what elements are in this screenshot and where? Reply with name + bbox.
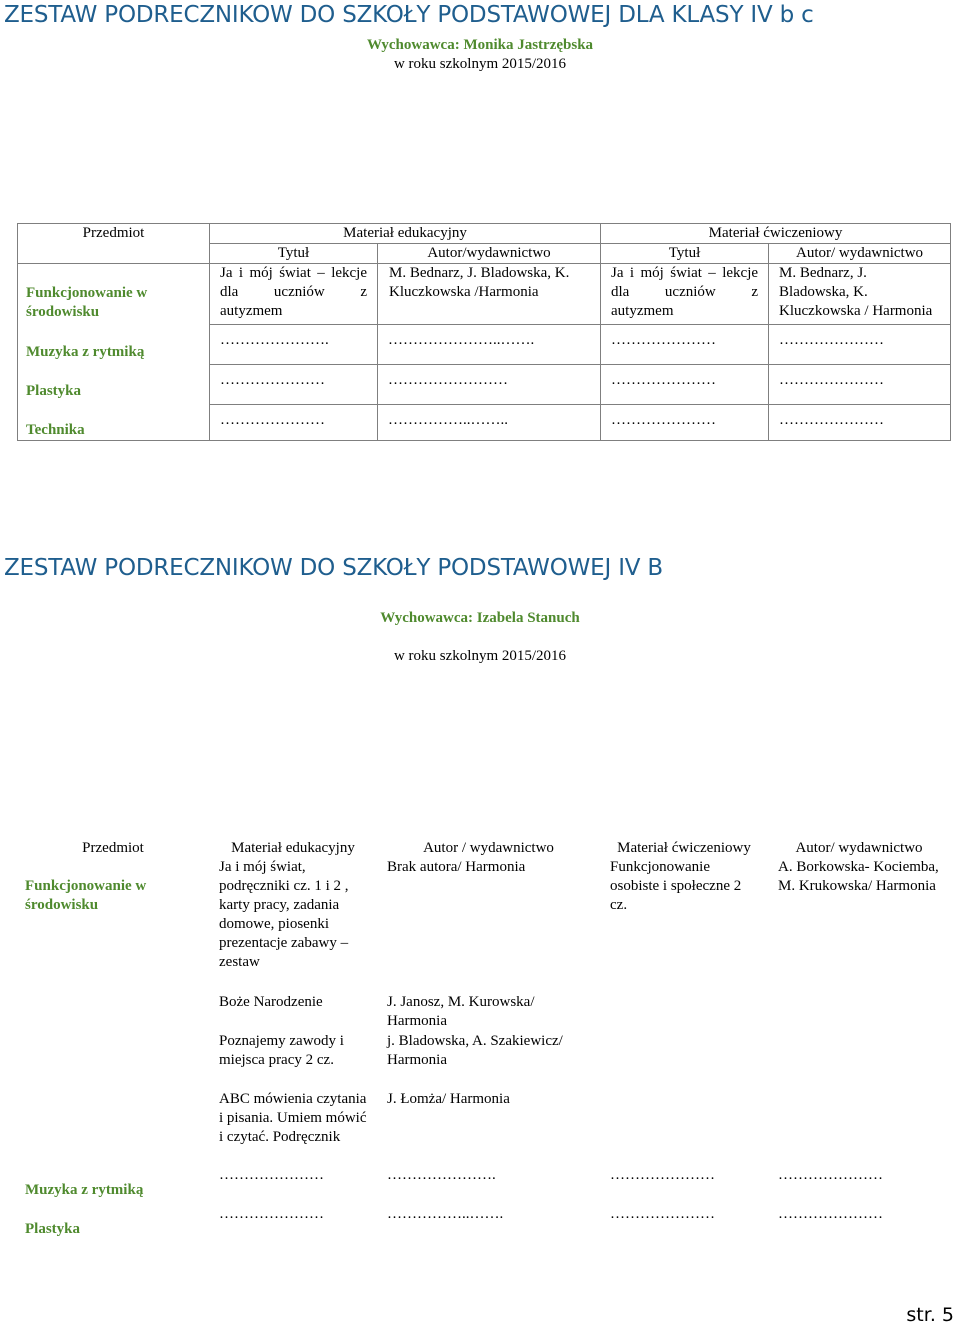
- cell-empty: [600, 1090, 768, 1166]
- table-row: [18, 264, 951, 325]
- cell-material: Ja i mój świat, podręczniki cz. 1 i 2 , karty pracy, zadania domowe, piosenki prezentacje zabawy – zestaw: [219, 859, 349, 970]
- header-tytul: Tytuł: [210, 244, 378, 264]
- cell-autor: A. Borkowska- Kociemba, M. Krukowska/ Harmonia: [778, 859, 939, 894]
- cell-dots: ……………..…….: [387, 1206, 504, 1222]
- cell-empty: [768, 993, 950, 1032]
- subject-muzyka: Muzyka z rytmiką: [25, 1182, 144, 1198]
- cell-dots: …………………: [778, 1167, 883, 1183]
- subject-plastyka: Plastyka: [26, 383, 82, 399]
- cell-dots: …………………: [769, 364, 951, 404]
- subject-cell: [18, 264, 210, 441]
- cell-empty: [768, 1090, 950, 1166]
- header-autor: Autor/ wydawnictwo: [795, 840, 923, 856]
- cell-autor: M. Bednarz, J. Bladowska, K. Kluczkowska /Harmonia: [378, 264, 601, 325]
- table-header-row: [18, 224, 951, 244]
- cell-dots: …………………: [601, 364, 769, 404]
- textbook-table-2: [17, 839, 950, 1244]
- cell-dots: ……………..……..: [378, 404, 601, 440]
- subject-cell: [17, 858, 209, 1244]
- cell-material: Poznajemy zawody i miejsca pracy 2 cz.: [219, 1033, 344, 1068]
- page-title: ZESTAW PODRECZNIKOW DO SZKOŁY PODSTAWOWEJ DLA KLASY IV b c: [4, 2, 814, 28]
- cell-tytul: Ja i mój świat – lekcje dla uczniów z autyzmem: [210, 264, 378, 325]
- wychowawca-label: Wychowawca: Izabela Stanuch: [380, 610, 580, 626]
- table-header-row: [17, 839, 950, 858]
- header-autor: Autor / wydawnictwo: [423, 840, 554, 856]
- header-przedmiot: Przedmiot: [82, 840, 144, 856]
- table-row: [17, 858, 950, 993]
- cell-dots: ……………………: [378, 364, 601, 404]
- cell-empty: [768, 1032, 950, 1090]
- cell-autor: J. Janosz, M. Kurowska/ Harmonia: [387, 994, 535, 1029]
- header-tytul: Tytuł: [601, 244, 769, 264]
- school-year: w roku szkolnym 2015/2016: [393, 56, 567, 72]
- cell-dots: …………………: [219, 1206, 324, 1222]
- cell-dots: …………………: [210, 404, 378, 440]
- cell-dots: …………………: [219, 1167, 324, 1183]
- header-autor: Autor/wydawnictwo: [378, 244, 601, 264]
- cell-dots: …………………: [601, 324, 769, 364]
- cell-dots: …………………: [769, 324, 951, 364]
- cell-material: Boże Narodzenie: [219, 994, 323, 1010]
- section-title: ZESTAW PODRECZNIKOW DO SZKOŁY PODSTAWOWEJ IV B: [4, 555, 664, 581]
- subject-funkcjonowanie: Funkcjonowanie w środowisku: [26, 285, 148, 320]
- cell-dots: …………………: [210, 364, 378, 404]
- cell-cwiczenia: Funkcjonowanie osobiste i społeczne 2 cz.: [610, 859, 742, 913]
- subject-technika: Technika: [26, 422, 85, 438]
- header-przedmiot: Przedmiot: [18, 224, 210, 264]
- cell-autor: j. Bladowska, A. Szakiewicz/ Harmonia: [387, 1033, 563, 1068]
- cell-dots: …………………..…….: [378, 324, 601, 364]
- textbook-table-1: [17, 223, 951, 441]
- header-material-cwiczeniowy: Materiał ćwiczeniowy: [601, 224, 951, 244]
- cell-dots: …………………: [610, 1167, 715, 1183]
- cell-dots: ………………….: [387, 1167, 496, 1183]
- cell-material: ABC mówienia czytania i pisania. Umiem mówić i czytać. Podręcznik: [219, 1091, 367, 1145]
- header-material-cwiczeniowy: Materiał ćwiczeniowy: [617, 840, 751, 856]
- cell-dots: …………………: [769, 404, 951, 440]
- cell-empty: [600, 1032, 768, 1090]
- subject-plastyka: Plastyka: [25, 1221, 81, 1237]
- header-material-edukacyjny: Materiał edukacyjny: [231, 840, 355, 856]
- cell-dots: …………………: [610, 1206, 715, 1222]
- cell-dots: …………………: [601, 404, 769, 440]
- page-number: str. 5: [906, 1304, 954, 1326]
- cell-autor: M. Bednarz, J. Bladowska, K. Kluczkowska / Harmonia: [769, 264, 951, 325]
- subject-muzyka: Muzyka z rytmiką: [26, 344, 145, 360]
- subject-funkcjonowanie: Funkcjonowanie w środowisku: [25, 878, 147, 913]
- cell-dots: …………………: [778, 1206, 883, 1222]
- cell-autor: Brak autora/ Harmonia: [387, 859, 526, 875]
- cell-tytul: Ja i mój świat – lekcje dla uczniów z autyzmem: [601, 264, 769, 325]
- header-material-edukacyjny: Materiał edukacyjny: [210, 224, 601, 244]
- wychowawca-label: Wychowawca: Monika Jastrzębska: [366, 37, 594, 53]
- cell-autor: J. Łomża/ Harmonia: [387, 1091, 510, 1107]
- cell-dots: ………………….: [210, 324, 378, 364]
- school-year: w roku szkolnym 2015/2016: [393, 648, 567, 664]
- cell-empty: [600, 993, 768, 1032]
- header-autor: Autor/ wydawnictwo: [769, 244, 951, 264]
